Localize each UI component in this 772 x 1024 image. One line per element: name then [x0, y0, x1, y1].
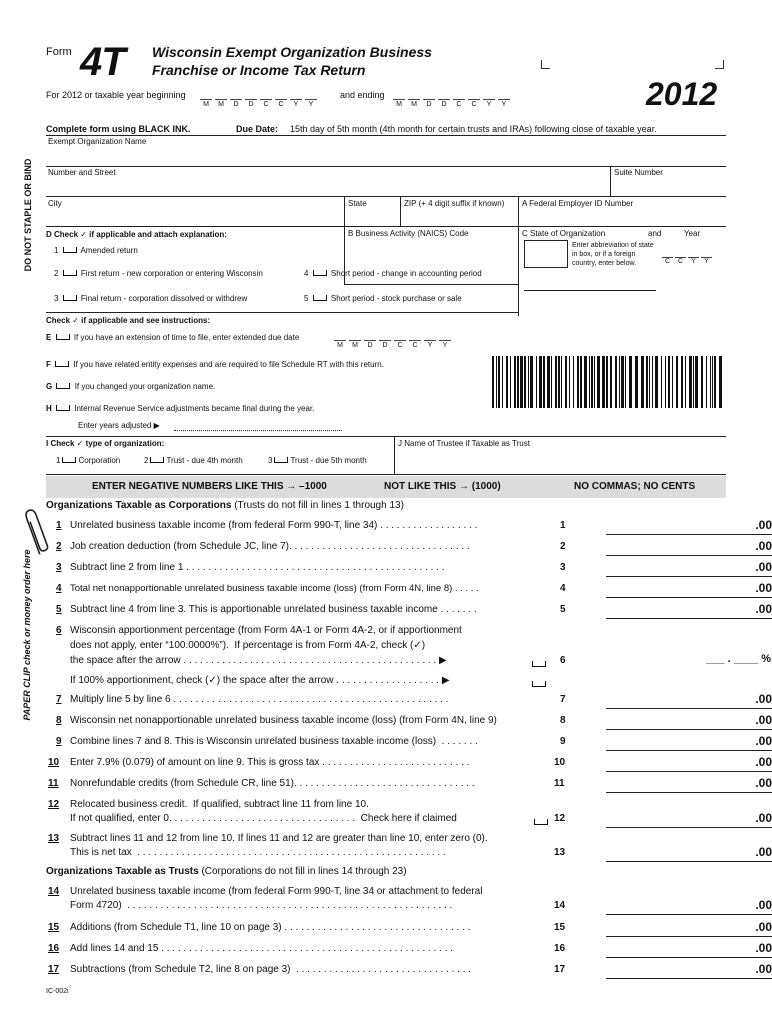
- naics-bottom: [344, 284, 518, 285]
- line-13-amount[interactable]: .00: [606, 845, 772, 862]
- state-divider: [344, 196, 345, 226]
- check-f[interactable]: F If you have related entity expenses and are required to file Schedule RT with this return.: [46, 360, 384, 369]
- line-8-amount[interactable]: .00: [606, 713, 772, 730]
- short-period-accounting-checkbox[interactable]: [313, 270, 327, 276]
- years-adjusted-line[interactable]: [174, 430, 342, 431]
- line-13: 13 Subtract lines 11 and 12 from line 10. If lines 11 and 12 are greater than line 10, enter zero (0). This is net tax . . . . . . . . . . . . . . . . . . . . . . . . . . . . . . . . . . . . . . . . . . . . . . . . . . . . . . . . 13 .00: [46, 833, 736, 867]
- tax-year-begin-label: For 2012 or taxable year beginning: [46, 90, 186, 100]
- line-4: 4 Total net nonapportionable unrelated business taxable income (loss) (from Form 4N, line 8) . . . . . 4 .00: [46, 583, 736, 603]
- line-2: 2 Job creation deduction (from Schedule JC, line 7). . . . . . . . . . . . . . . . . . . . . . . . . . . . . . . . . 2 .00: [46, 541, 736, 561]
- check-h[interactable]: H Internal Revenue Service adjustments became final during the year.: [46, 404, 315, 413]
- street-label: Number and Street: [48, 168, 116, 177]
- extended-due-date-field[interactable]: M M D D C C Y Y: [334, 340, 454, 349]
- ink-note: Complete form using BLACK INK.: [46, 124, 191, 134]
- city-label: City: [48, 199, 62, 208]
- corp-section-header: Organizations Taxable as Corporations (Trusts do not fill in lines 1 through 13): [46, 500, 404, 511]
- rule-i-top: [46, 436, 726, 437]
- begin-date-field[interactable]: M M D D C C Y Y: [200, 99, 320, 108]
- org-name-label: Exempt Organization Name: [48, 137, 147, 146]
- line-17: 17 Subtractions (from Schedule T2, line 8 on page 3) . . . . . . . . . . . . . . . . . . . . . . . . . . . . . . . . 17 .00: [46, 964, 736, 984]
- check-d-heading: D Check ✓ if applicable and attach explanation:: [46, 230, 227, 239]
- j-label: J Name of Trustee if Taxable as Trust: [398, 439, 530, 448]
- line-1: 1 Unrelated business taxable income (from federal Form 990-T, line 34) . . . . . . . . . . . . . . . . . . 1 .00: [46, 520, 736, 540]
- check-e[interactable]: E If you have an extension of time to file, enter extended due date: [46, 333, 300, 342]
- rule-i-bottom: [46, 474, 726, 475]
- rule-d-bottom: [46, 312, 518, 313]
- negative-instruction: ENTER NEGATIVE NUMBERS LIKE THIS → –1000: [92, 481, 327, 492]
- line-16-amount[interactable]: .00: [606, 941, 772, 958]
- j-divider: [394, 436, 395, 474]
- line-12-amount[interactable]: .00: [606, 811, 772, 828]
- i-option-2[interactable]: 2 Trust - due 4th month: [144, 456, 243, 465]
- line-9-amount[interactable]: .00: [606, 734, 772, 751]
- line-15-amount[interactable]: .00: [606, 920, 772, 937]
- abbrev-note: Enter abbreviation of state in box, or if a foreign country, enter below.: [572, 242, 654, 267]
- irs-adjustment-checkbox[interactable]: [56, 405, 70, 411]
- i-heading: I Check ✓ type of organization:: [46, 439, 165, 448]
- line-12: 12 Relocated business credit. If qualified, subtract line 11 from line 10. If not qualified, enter 0. . . . . . . . . . . . . . . . . . . . . . . . . . . . . . . . . . Check here if claimed 12 .00: [46, 799, 736, 833]
- trust-section-header: Organizations Taxable as Trusts (Corporations do not fill in lines 14 through 23): [46, 866, 407, 877]
- org-name-field[interactable]: [46, 148, 726, 166]
- checks-heading: Check ✓ if applicable and see instructions:: [46, 316, 211, 325]
- form-number: 4T: [80, 40, 125, 84]
- name-change-checkbox[interactable]: [56, 383, 70, 389]
- state-org-and: and: [648, 229, 662, 238]
- due-date-text: 15th day of 5th month (4th month for certain trusts and IRAs) following close of taxable year.: [290, 124, 657, 134]
- check-g[interactable]: G If you changed your organization name.: [46, 382, 216, 391]
- trust-4th-checkbox[interactable]: [150, 457, 164, 463]
- line-4-amount[interactable]: .00: [606, 581, 772, 598]
- line-3: 3 Subtract line 2 from line 1 . . . . . . . . . . . . . . . . . . . . . . . . . . . . . . . . . . . . . . . . . . . . . . . 3 .00: [46, 562, 736, 582]
- relocated-credit-checkbox[interactable]: [534, 819, 548, 825]
- line-5: 5 Subtract line 4 from line 3. This is apportionable unrelated business taxable income . . . . . . . 5 .00: [46, 604, 736, 624]
- corporation-checkbox[interactable]: [62, 457, 76, 463]
- zip-divider: [400, 196, 401, 226]
- rule-top: [46, 135, 726, 136]
- line-6: 6 Wisconsin apportionment percentage (from Form 4A-1 or Form 4A-2, or if apportionment does not apply, enter “100.0000%”). If percentage is from Form 4A-2, check (✓) the space after the arrow . . . . . . . . . . . . . . . . . . . . . . . . . . . . . . . . . . . . . . . . . . . . . . ▶ 6 ___ . ____ % If 100% apportionment, check (✓) the space after the arrow . . . . . . . . . . . . . . . . . . . ▶: [56, 625, 771, 686]
- fein-divider: [518, 196, 519, 316]
- final-return-checkbox[interactable]: [63, 295, 77, 301]
- suite-label: Suite Number: [614, 168, 663, 177]
- end-date-field[interactable]: M M D D C C Y Y: [393, 99, 513, 108]
- line-6-4a2-checkbox[interactable]: [532, 661, 546, 667]
- years-adjusted-label: Enter years adjusted ▶: [78, 421, 160, 430]
- rule-city: [46, 226, 726, 227]
- form-code: IC-002i: [46, 988, 69, 995]
- line-8: 8 Wisconsin net nonapportionable unrelated business taxable income (loss) (from Form 4N, line 9) 8 .00: [46, 715, 736, 735]
- form-label: Form: [46, 46, 72, 58]
- line-6-100pct-checkbox[interactable]: [532, 681, 546, 687]
- state-label: State: [348, 199, 367, 208]
- d-option-2[interactable]: 2 First return - new corporation or entering Wisconsin: [54, 269, 263, 278]
- year-field[interactable]: C C Y Y: [662, 257, 712, 265]
- line-11: 11 Nonrefundable credits (from Schedule CR, line 51). . . . . . . . . . . . . . . . . . . . . . . . . . . . . . . . . 11 .00: [46, 778, 736, 798]
- line-7: 7 Multiply line 5 by line 6 . . . . . . . . . . . . . . . . . . . . . . . . . . . . . . . . . . . . . . . . . . . . . . . . . . 7 .00: [46, 694, 736, 714]
- d-option-1[interactable]: 1 Amended return: [54, 246, 138, 255]
- ending-label: and ending: [340, 90, 385, 100]
- d-option-3[interactable]: 3 Final return - corporation dissolved or withdrew: [54, 294, 248, 303]
- naics-label: B Business Activity (NAICS) Code: [348, 229, 469, 238]
- trust-5th-checkbox[interactable]: [274, 457, 288, 463]
- form-title-line2: Franchise or Income Tax Return: [152, 62, 366, 78]
- state-org-label: C State of Organization: [522, 229, 606, 238]
- staple-warning: DO NOT STAPLE OR BIND: [23, 158, 33, 272]
- line-17-amount[interactable]: .00: [606, 962, 772, 979]
- line-1-amount[interactable]: .00: [606, 518, 772, 535]
- line-11-amount[interactable]: .00: [606, 776, 772, 793]
- rule-street: [46, 196, 726, 197]
- related-entity-checkbox[interactable]: [55, 361, 69, 367]
- line-15: 15 Additions (from Schedule T1, line 10 on page 3) . . . . . . . . . . . . . . . . . . . . . . . . . . . . . . . . . . 15 .00: [46, 922, 736, 942]
- line-5-amount[interactable]: .00: [606, 602, 772, 619]
- paperclip-icon: [26, 506, 48, 563]
- paperclip-note: PAPER CLIP check or money order here: [22, 549, 32, 721]
- line-6-percentage[interactable]: ___ . ____ %: [706, 653, 771, 665]
- line-10: 10 Enter 7.9% (0.079) of amount on line 9. This is gross tax . . . . . . . . . . . . . . . . . . . . . . . . . . . 10 .00: [46, 757, 736, 777]
- state-org-year: Year: [684, 229, 701, 238]
- not-like-instruction: NOT LIKE THIS → (1000): [384, 481, 501, 492]
- fein-label: A Federal Employer ID Number: [522, 199, 634, 208]
- line-3-amount[interactable]: .00: [606, 560, 772, 577]
- due-date-label: Due Date:: [236, 124, 279, 134]
- form-title-line1: Wisconsin Exempt Organization Business: [152, 44, 432, 60]
- line-16: 16 Add lines 14 and 15 . . . . . . . . . . . . . . . . . . . . . . . . . . . . . . . . . . . . . . . . . . . . . . . . . . . . . 16 .00: [46, 943, 736, 963]
- zip-label: ZIP (+ 4 digit suffix if known): [404, 199, 505, 208]
- rule-name: [46, 166, 726, 167]
- barcode: [492, 356, 724, 408]
- foreign-country-line: [524, 290, 656, 291]
- d-option-4[interactable]: 4 Short period - change in accounting period: [304, 269, 482, 278]
- line-9: 9 Combine lines 7 and 8. This is Wisconsin unrelated business taxable income (loss) . . . . . . . 9 .00: [46, 736, 736, 756]
- line-2-amount[interactable]: .00: [606, 539, 772, 556]
- corner-mark-right: [715, 60, 724, 69]
- no-commas-instruction: NO COMMAS; NO CENTS: [574, 481, 696, 492]
- line-14-amount[interactable]: .00: [606, 898, 772, 915]
- corner-mark-left: [541, 60, 550, 69]
- line-14: 14 Unrelated business taxable income (from federal Form 990-T, line 34 or attachment to federal Form 4720) . . . . . . . . . . . . . . . . . . . . . . . . . . . . . . . . . . . . . . . . . . . . . . . . . . . . . . . . . . . 14 .00: [46, 886, 736, 920]
- tax-year: 2012: [646, 76, 718, 112]
- line-7-amount[interactable]: .00: [606, 692, 772, 709]
- d-option-5[interactable]: 5 Short period - stock purchase or sale: [304, 294, 462, 303]
- suite-divider: [610, 166, 611, 196]
- i-option-3[interactable]: 3 Trust - due 5th month: [268, 456, 367, 465]
- i-option-1[interactable]: 1 Corporation: [56, 456, 121, 465]
- first-return-checkbox[interactable]: [63, 270, 77, 276]
- short-period-stock-checkbox[interactable]: [313, 295, 327, 301]
- state-abbrev-box[interactable]: [524, 240, 568, 268]
- line-10-amount[interactable]: .00: [606, 755, 772, 772]
- amended-checkbox[interactable]: [63, 247, 77, 253]
- extension-checkbox[interactable]: [56, 334, 70, 340]
